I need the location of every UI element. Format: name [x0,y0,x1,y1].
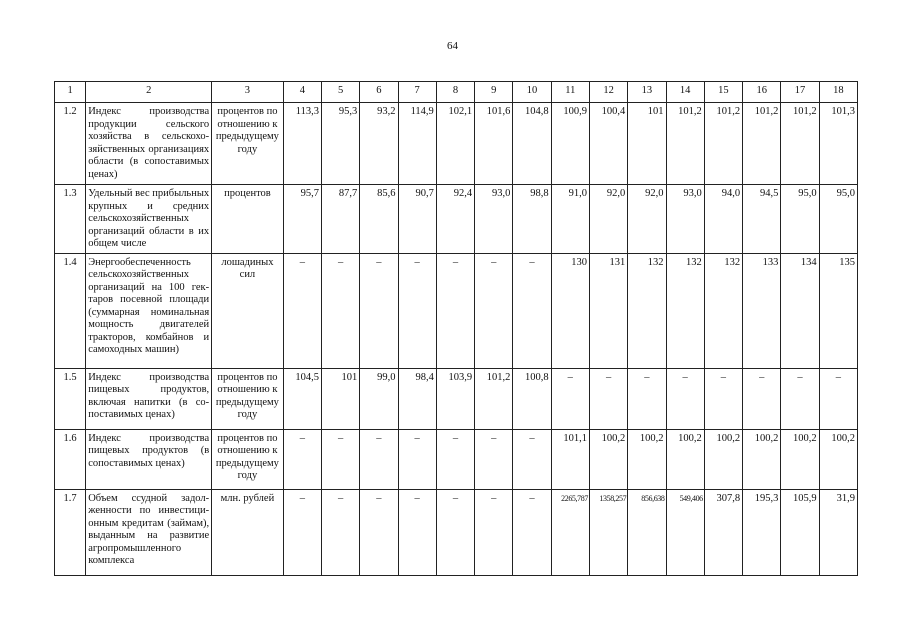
value-cell: – [321,253,359,368]
indicator-name-cell: Индекс производства пищевых продуктов (в сопоставимых ценах) [86,429,212,489]
row-number-cell: 1.5 [55,368,86,429]
value-cell: – [513,489,551,575]
value-cell: 100,2 [781,429,819,489]
value-cell: – [321,429,359,489]
value-cell: 101 [321,368,359,429]
value-cell: 132 [666,253,704,368]
value-cell: 101,2 [704,103,742,185]
row-number-cell: 1.4 [55,253,86,368]
column-header-14: 14 [666,82,704,103]
row-number-cell: 1.7 [55,489,86,575]
value-cell: 101,2 [743,103,781,185]
value-cell: 90,7 [398,185,436,254]
value-cell: 93,0 [475,185,513,254]
value-cell: 549,406 [666,489,704,575]
value-cell: – [360,429,398,489]
unit-cell: процентов [212,185,284,254]
value-cell: 101,2 [781,103,819,185]
column-header-15: 15 [704,82,742,103]
row-number-cell: 1.3 [55,185,86,254]
indicators-table [54,81,858,576]
value-cell: 95,7 [283,185,321,254]
table-row [55,253,858,368]
value-cell: – [436,253,474,368]
value-cell: – [321,489,359,575]
column-header-3: 3 [212,82,284,103]
value-cell: 92,0 [628,185,666,254]
indicator-name-cell: Энергообеспеченность сельскохозяйственных организаций на 100 гектаров посевной площади (суммарная номинальная мощность двигателей тракторов, комбайнов и самоходных машин) [86,253,212,368]
value-cell: 131 [589,253,627,368]
value-cell: 133 [743,253,781,368]
value-cell: 99,0 [360,368,398,429]
value-cell: 104,5 [283,368,321,429]
value-cell: 95,0 [819,185,857,254]
value-cell: 101,2 [475,368,513,429]
column-header-6: 6 [360,82,398,103]
value-cell: 100,2 [819,429,857,489]
table-row [55,429,858,489]
value-cell: 130 [551,253,589,368]
value-cell: 114,9 [398,103,436,185]
value-cell: 101,2 [666,103,704,185]
value-cell: 100,4 [589,103,627,185]
value-cell: 104,8 [513,103,551,185]
value-cell: 91,0 [551,185,589,254]
value-cell: 85,6 [360,185,398,254]
value-cell: – [283,429,321,489]
value-cell: – [628,368,666,429]
value-cell: 132 [628,253,666,368]
value-cell: 856,638 [628,489,666,575]
value-cell: 98,4 [398,368,436,429]
value-cell: 132 [704,253,742,368]
value-cell: – [283,253,321,368]
value-cell: 134 [781,253,819,368]
value-cell: 100,2 [743,429,781,489]
column-header-13: 13 [628,82,666,103]
unit-cell: лошадиных сил [212,253,284,368]
value-cell: – [666,368,704,429]
value-cell: 105,9 [781,489,819,575]
value-cell: 113,3 [283,103,321,185]
column-header-7: 7 [398,82,436,103]
value-cell: 95,0 [781,185,819,254]
value-cell: 2265,787 [551,489,589,575]
unit-cell: процентов по отношению к предыдущему году [212,429,284,489]
value-cell: – [589,368,627,429]
table-row [55,368,858,429]
value-cell: – [283,489,321,575]
value-cell: 95,3 [321,103,359,185]
table-row [55,185,858,254]
column-header-2: 2 [86,82,212,103]
indicator-name-cell: Объем ссудной задолженности по инвестиционным кредитам (займам), выданным на развитие агропромышленного комплекса [86,489,212,575]
value-cell: – [398,489,436,575]
value-cell: – [475,253,513,368]
unit-cell: млн. рублей [212,489,284,575]
value-cell: 93,0 [666,185,704,254]
column-header-1: 1 [55,82,86,103]
value-cell: 1358,257 [589,489,627,575]
value-cell: – [475,429,513,489]
column-header-8: 8 [436,82,474,103]
page-number: 64 [447,40,458,52]
value-cell: 101,1 [551,429,589,489]
value-cell: 101 [628,103,666,185]
value-cell: – [819,368,857,429]
value-cell: 87,7 [321,185,359,254]
value-cell: 100,2 [589,429,627,489]
column-header-9: 9 [475,82,513,103]
header-row [55,82,858,103]
column-header-4: 4 [283,82,321,103]
column-header-12: 12 [589,82,627,103]
value-cell: – [398,253,436,368]
column-header-18: 18 [819,82,857,103]
value-cell: 101,3 [819,103,857,185]
value-cell: 101,6 [475,103,513,185]
value-cell: – [781,368,819,429]
value-cell: – [513,429,551,489]
value-cell: 100,2 [628,429,666,489]
value-cell: 100,8 [513,368,551,429]
column-header-16: 16 [743,82,781,103]
unit-cell: процентов по отношению к предыдущему году [212,368,284,429]
value-cell: 94,0 [704,185,742,254]
value-cell: 93,2 [360,103,398,185]
value-cell: 92,4 [436,185,474,254]
value-cell: 100,2 [666,429,704,489]
value-cell: 102,1 [436,103,474,185]
value-cell: – [360,489,398,575]
value-cell: 307,8 [704,489,742,575]
value-cell: – [475,489,513,575]
column-header-5: 5 [321,82,359,103]
value-cell: – [436,489,474,575]
value-cell: – [360,253,398,368]
value-cell: – [398,429,436,489]
value-cell: 94,5 [743,185,781,254]
table-row [55,489,858,575]
column-header-17: 17 [781,82,819,103]
value-cell: 100,9 [551,103,589,185]
column-header-11: 11 [551,82,589,103]
value-cell: – [743,368,781,429]
column-header-10: 10 [513,82,551,103]
value-cell: 103,9 [436,368,474,429]
indicator-name-cell: Индекс производства пищевых продуктов, включая напитки (в сопоставимых ценах) [86,368,212,429]
value-cell: 98,8 [513,185,551,254]
unit-cell: процентов по отношению к предыдущему году [212,103,284,185]
row-number-cell: 1.2 [55,103,86,185]
value-cell: – [551,368,589,429]
value-cell: – [704,368,742,429]
indicator-name-cell: Индекс производства продукции сельского хозяйства в сельскохозяйственных организациях области (в сопоставимых ценах) [86,103,212,185]
value-cell: 195,3 [743,489,781,575]
value-cell: – [513,253,551,368]
indicator-name-cell: Удельный вес прибыльных крупных и средних сельскохозяйственных организаций области в их общем числе [86,185,212,254]
value-cell: 100,2 [704,429,742,489]
row-number-cell: 1.6 [55,429,86,489]
value-cell: 135 [819,253,857,368]
value-cell: – [436,429,474,489]
table-row [55,103,858,185]
value-cell: 92,0 [589,185,627,254]
value-cell: 31,9 [819,489,857,575]
